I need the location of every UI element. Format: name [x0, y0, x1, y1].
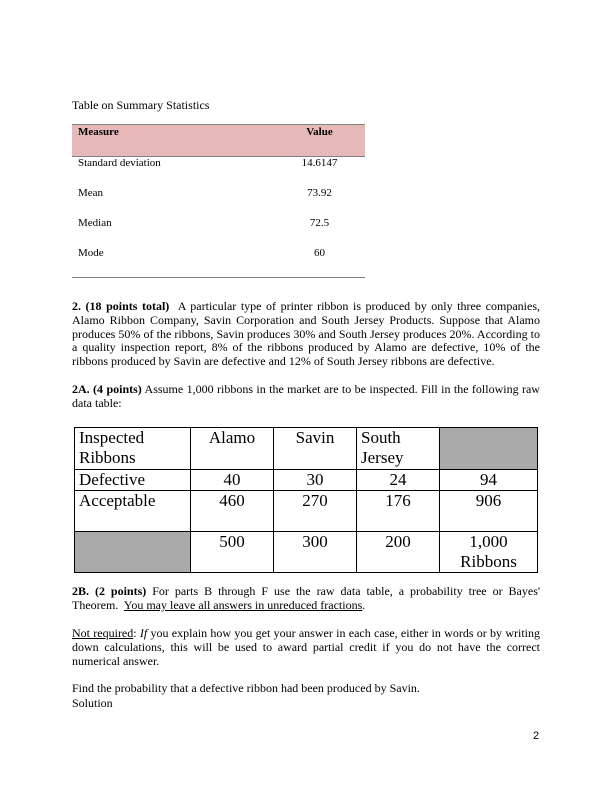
question-2b-end: . [362, 597, 366, 612]
raw-row-defective [75, 470, 538, 491]
question-2b-text: For parts B through F use the raw data table, a probability tree or Bayes' Theorem. [72, 584, 541, 612]
question-2b-underlined: You may leave all answers in unreduced fractions [123, 597, 363, 612]
table-cell: 40 [191, 470, 274, 491]
raw-row-totals [75, 532, 538, 573]
summary-row [72, 217, 365, 247]
question-2b-label: 2B. (2 points) [72, 584, 147, 598]
blank-gray-cell [75, 532, 191, 573]
alamo-header: Alamo [191, 428, 274, 470]
summary-row [72, 157, 365, 188]
blank-gray-cell [440, 428, 538, 470]
value-cell: 60 [274, 247, 365, 278]
row-label: Defective [75, 470, 191, 491]
raw-header-row [75, 428, 538, 470]
solution-label: Solution [72, 696, 113, 710]
table-cell: 30 [274, 470, 357, 491]
value-cell: 72.5 [309, 217, 330, 229]
measure-cell: Mode [72, 247, 274, 278]
question-prompt: Find the probability that a defective ribbon had been produced by Savin. [72, 681, 420, 695]
measure-cell: Median [78, 217, 112, 229]
question-2a-label: 2A. (4 points) [72, 382, 142, 396]
table-cell: 94 [440, 470, 538, 491]
table-cell: 200 [357, 532, 440, 573]
value-cell: 14.6147 [301, 157, 338, 169]
note-italic: If [139, 626, 148, 640]
table-cell: 24 [357, 470, 440, 491]
savin-header: Savin [274, 428, 357, 470]
table-cell: 1,000 Ribbons [440, 532, 538, 573]
question-2a-text: Assume 1,000 ribbons in the market are to be inspected. Fill in the following raw data table: [72, 382, 540, 410]
summary-table-caption: Table on Summary Statistics [72, 98, 210, 112]
partial-credit-note [72, 627, 540, 668]
table-cell: 460 [191, 491, 274, 532]
raw-data-table [74, 427, 538, 573]
south-jersey-header: South Jersey [357, 428, 440, 470]
raw-row-acceptable [75, 491, 538, 532]
page-number: 2 [533, 730, 540, 742]
summary-statistics-table [72, 124, 365, 278]
question-2-text: A particular type of printer ribbon is produced by only three companies, Alamo Ribbon Company, Savin Corporation and South Jersey Products. Suppose that Alamo produces 50% of the ribbons, Savin produces 30% and South Jersey produces 20%. According to a quality inspection report, 8% of the ribbons produced by Alamo are defective, 10% of the ribbons produced by Savin are defective and 12% of South Jersey ribbons are defective. [72, 299, 540, 369]
row-label: Acceptable [75, 491, 191, 532]
corner-header: Inspected Ribbons [75, 428, 191, 470]
table-cell: 176 [357, 491, 440, 532]
question-2b [72, 585, 540, 613]
measure-header: Measure [72, 125, 274, 157]
question-2a [72, 383, 540, 411]
question-2-label: 2. (18 points total) [72, 299, 170, 313]
summary-row [72, 187, 365, 217]
summary-header-row [72, 125, 365, 157]
value-cell: 73.92 [307, 187, 332, 199]
table-cell: 300 [274, 532, 357, 573]
summary-row [72, 247, 365, 278]
note-colon: : [133, 626, 140, 640]
note-text: you explain how you get your answer in each case, either in words or by writing down calculations, this will be used to award partial credit if you do not have the correct numerical answer. [72, 626, 540, 668]
question-2 [72, 300, 540, 369]
measure-cell: Mean [78, 187, 104, 199]
measure-cell: Standard deviation [78, 157, 161, 169]
table-cell: 500 [191, 532, 274, 573]
note-underlined: Not required [72, 626, 134, 640]
table-cell: 270 [274, 491, 357, 532]
table-cell: 906 [440, 491, 538, 532]
value-header: Value [274, 125, 365, 157]
